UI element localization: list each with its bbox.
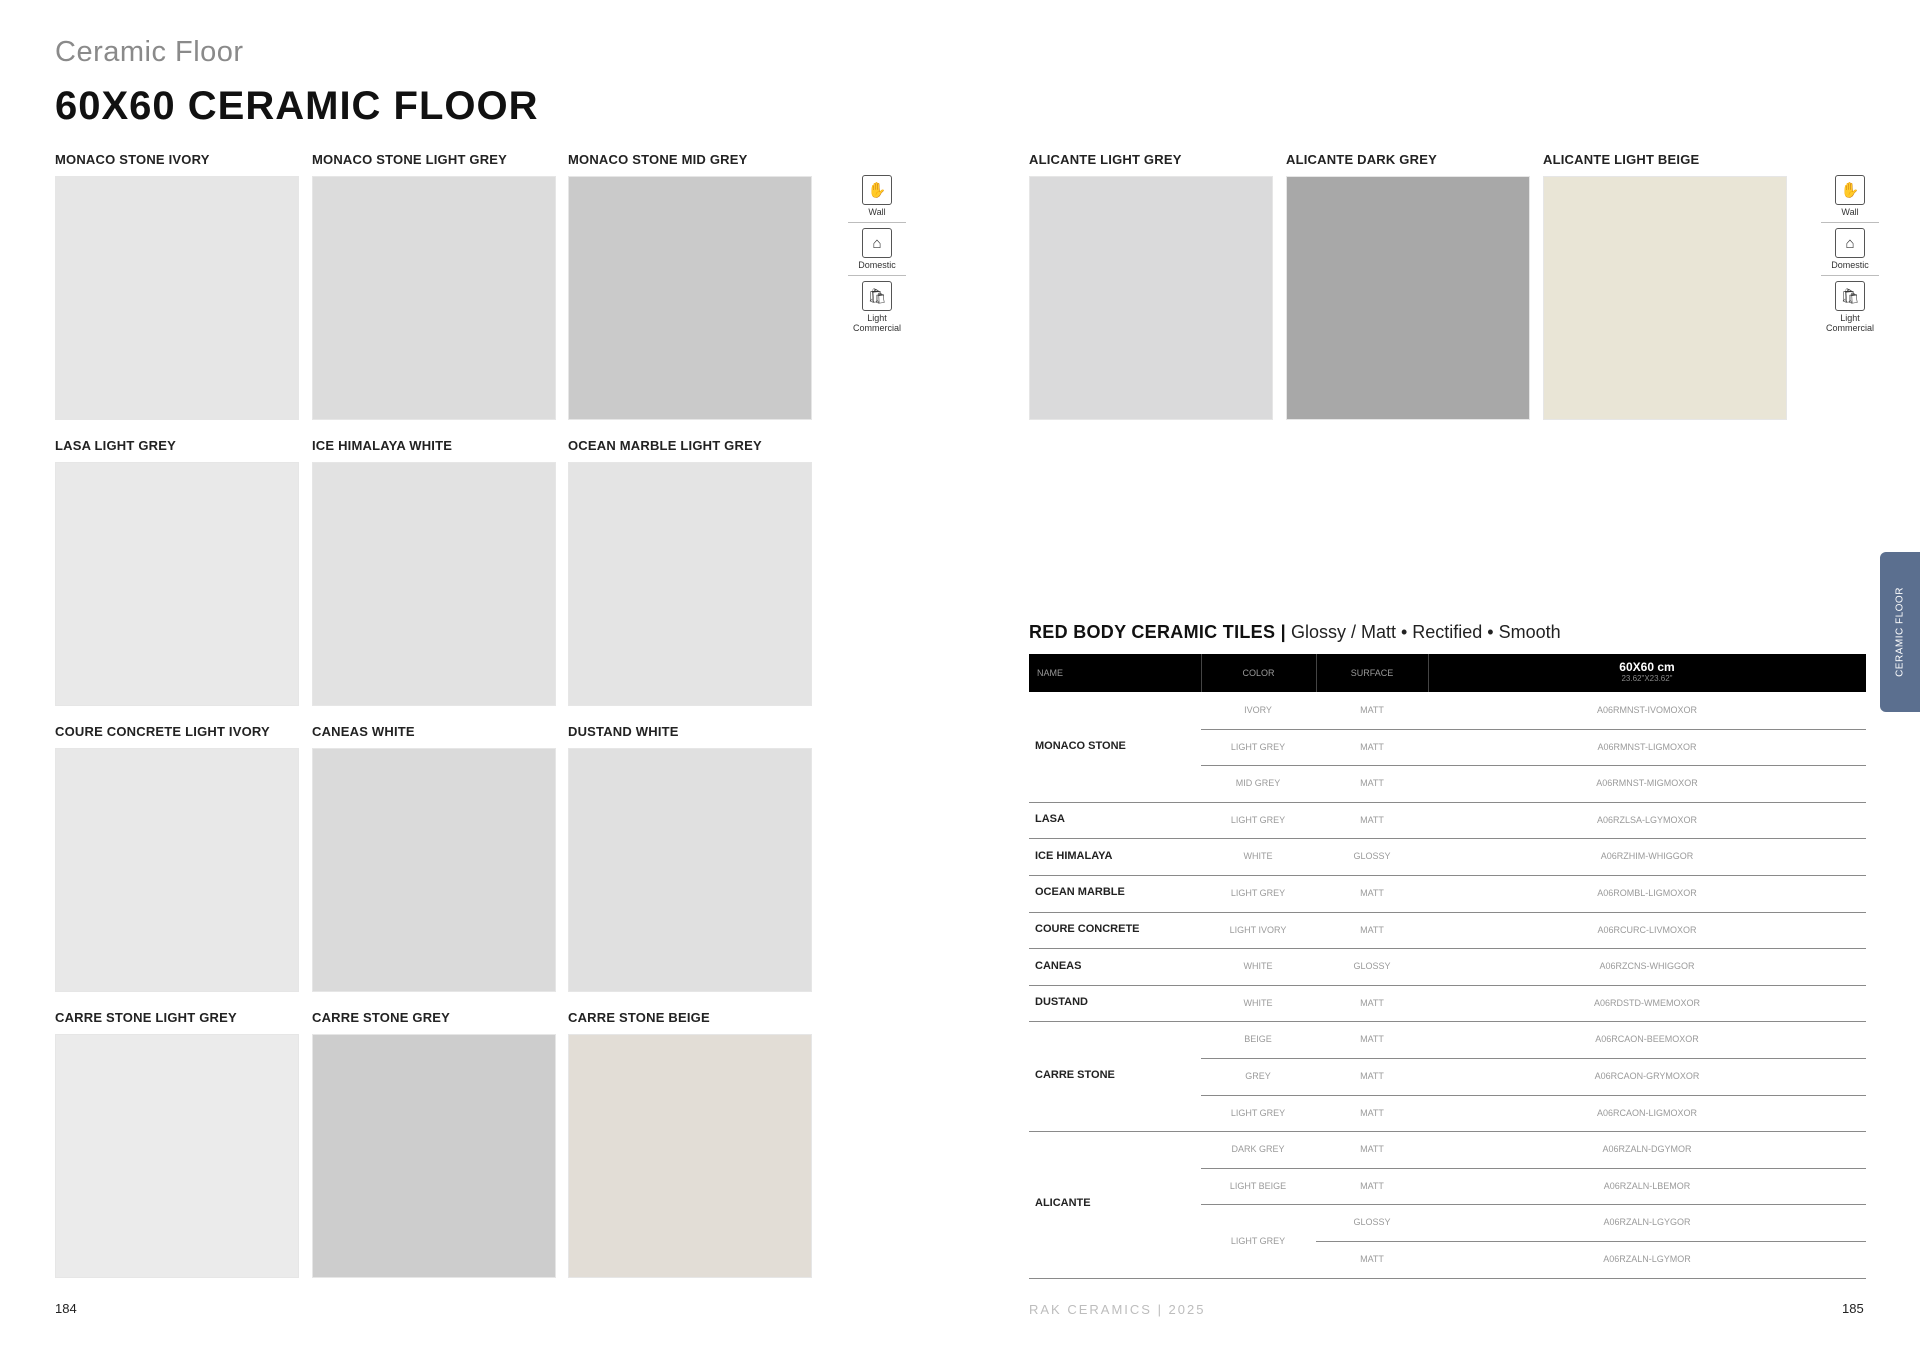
cell-surface: MATT xyxy=(1360,1254,1384,1264)
table-title-bold: RED BODY CERAMIC TILES | xyxy=(1029,622,1286,642)
cell-surface: GLOSSY xyxy=(1353,851,1391,862)
cell-name: ALICANTE xyxy=(1035,1197,1091,1210)
header-size-cm: 60X60 cm xyxy=(1619,660,1675,674)
tile-label: MONACO STONE MID GREY xyxy=(568,152,748,167)
cell-name: COURE CONCRETE xyxy=(1035,922,1140,935)
cell-code: A06RZALN-DGYMOR xyxy=(1602,1144,1692,1155)
cell-surface: GLOSSY xyxy=(1353,961,1391,972)
cell-surface: MATT xyxy=(1360,924,1384,935)
cell-name: CANEAS xyxy=(1035,959,1082,972)
cell-code: A06RMNST-LIGMOXOR xyxy=(1597,741,1697,752)
cell-surface: MATT xyxy=(1360,1071,1384,1081)
tile-label: ALICANTE LIGHT GREY xyxy=(1029,152,1182,167)
cell-color: LIGHT GREY xyxy=(1230,814,1286,825)
tile-swatch xyxy=(55,176,299,420)
side-tab-label: CERAMIC FLOOR xyxy=(1894,587,1906,677)
table-title xyxy=(1029,622,1561,643)
cell-surface: GLOSSY xyxy=(1353,1217,1391,1228)
header-color: COLOR xyxy=(1242,668,1275,678)
table-title-rest: Glossy / Matt • Rectified • Smooth xyxy=(1285,622,1561,642)
cell-code: A06RCAON-LIGMOXOR xyxy=(1596,1107,1698,1118)
cell-name: OCEAN MARBLE xyxy=(1035,886,1125,899)
tile-swatch xyxy=(312,748,556,992)
tile-swatch xyxy=(568,462,812,706)
cell-code: A06RZALN-LBEMOR xyxy=(1603,1180,1691,1191)
cell-code: A06RZALN-LGYGOR xyxy=(1603,1217,1691,1228)
cell-color: LIGHT GREY xyxy=(1230,741,1286,752)
tile-swatch xyxy=(312,462,556,706)
cell-code: A06RZHIM-WHIGGOR xyxy=(1600,851,1694,862)
tile-swatch xyxy=(55,748,299,992)
cell-surface: MATT xyxy=(1360,888,1384,898)
cell-color: MID GREY xyxy=(1235,778,1281,789)
header-surface: SURFACE xyxy=(1350,668,1394,678)
tile-swatch xyxy=(1286,176,1530,420)
cell-name: ICE HIMALAYA xyxy=(1035,849,1113,862)
cell-color: WHITE xyxy=(1243,851,1273,862)
hand-icon: ✋ xyxy=(862,175,892,205)
usage-label: Light Commercial xyxy=(852,313,901,333)
cell-color: GREY xyxy=(1245,1071,1271,1081)
usage-label: Light Commercial xyxy=(1825,313,1874,333)
cell-surface: MATT xyxy=(1360,1034,1384,1045)
cell-color: LIGHT IVORY xyxy=(1229,924,1287,935)
header-name: NAME xyxy=(1037,668,1064,678)
header-size-inch: 23.62"X23.62" xyxy=(1621,674,1673,683)
header-size xyxy=(1428,654,1866,692)
shopping-bag-icon: 🛍 xyxy=(862,281,892,311)
tile-swatch xyxy=(1029,176,1273,420)
tile-swatch xyxy=(1543,176,1787,420)
cell-color: BEIGE xyxy=(1244,1034,1272,1045)
side-section-tab[interactable] xyxy=(1880,552,1920,712)
tile-label: CARRE STONE BEIGE xyxy=(568,1010,710,1025)
cell-name: CARRE STONE xyxy=(1035,1069,1115,1082)
page-number-left: 184 xyxy=(55,1301,77,1316)
usage-label: Wall xyxy=(868,207,886,217)
hand-icon: ✋ xyxy=(1835,175,1865,205)
tile-swatch xyxy=(568,1034,812,1278)
usage-label: Wall xyxy=(1841,207,1859,217)
tile-label: CANEAS WHITE xyxy=(312,724,415,739)
cell-color: LIGHT GREY xyxy=(1230,1235,1286,1246)
usage-icons-right xyxy=(1818,175,1882,333)
tile-label: MONACO STONE LIGHT GREY xyxy=(312,152,508,167)
cell-code: A06RMNST-MIGMOXOR xyxy=(1596,778,1698,789)
tile-label: CARRE STONE GREY xyxy=(312,1010,451,1025)
cell-code: A06ROMBL-LIGMOXOR xyxy=(1597,888,1697,898)
cell-name: LASA xyxy=(1035,813,1065,826)
tile-label: MONACO STONE IVORY xyxy=(55,152,210,167)
tile-label: LASA LIGHT GREY xyxy=(55,438,176,453)
usage-label: Domestic xyxy=(858,260,896,270)
cell-code: A06RDSTD-WMEMOXOR xyxy=(1593,997,1700,1008)
tile-swatch xyxy=(568,748,812,992)
page-title: 60X60 CERAMIC FLOOR xyxy=(55,84,539,128)
cell-surface: MATT xyxy=(1360,1180,1384,1191)
tile-label: ALICANTE LIGHT BEIGE xyxy=(1543,152,1700,167)
cell-name: MONACO STONE xyxy=(1035,739,1126,752)
tile-label: OCEAN MARBLE LIGHT GREY xyxy=(568,438,762,453)
cell-surface: MATT xyxy=(1360,997,1384,1008)
cell-code: A06RCAON-BEEMOXOR xyxy=(1595,1034,1699,1045)
tile-label: ALICANTE DARK GREY xyxy=(1286,152,1437,167)
cell-color: DARK GREY xyxy=(1231,1144,1285,1155)
cell-name: DUSTAND xyxy=(1035,996,1088,1009)
house-icon: ⌂ xyxy=(1835,228,1865,258)
cell-surface: MATT xyxy=(1360,705,1384,715)
cell-surface: MATT xyxy=(1360,814,1384,825)
cell-surface: MATT xyxy=(1360,1144,1384,1155)
cell-code: A06RZLSA-LGYMOXOR xyxy=(1596,814,1698,825)
cell-surface: MATT xyxy=(1360,778,1384,789)
cell-code: A06RCAON-GRYMOXOR xyxy=(1594,1071,1700,1081)
cell-color: LIGHT GREY xyxy=(1230,888,1286,898)
shopping-bag-icon: 🛍 xyxy=(1835,281,1865,311)
cell-surface: MATT xyxy=(1360,1107,1384,1118)
cell-color: LIGHT GREY xyxy=(1230,1107,1286,1118)
tile-swatch xyxy=(55,462,299,706)
tile-swatch xyxy=(312,1034,556,1278)
tile-label: CARRE STONE LIGHT GREY xyxy=(55,1010,237,1025)
cell-surface: MATT xyxy=(1360,741,1384,752)
cell-code: A06RZALN-LGYMOR xyxy=(1603,1254,1691,1264)
table-header xyxy=(1029,654,1866,692)
cell-color: IVORY xyxy=(1244,705,1272,715)
usage-label: Domestic xyxy=(1831,260,1869,270)
cell-code: A06RCURC-LIVMOXOR xyxy=(1597,924,1697,935)
tile-label: COURE CONCRETE LIGHT IVORY xyxy=(55,724,270,739)
section-kicker: Ceramic Floor xyxy=(55,36,244,68)
cell-code: A06RMNST-IVOMOXOR xyxy=(1596,705,1697,715)
cell-code: A06RZCNS-WHIGGOR xyxy=(1599,961,1695,972)
tile-label: DUSTAND WHITE xyxy=(568,724,679,739)
footer-brand: RAK CERAMICS | 2025 xyxy=(1029,1302,1206,1317)
usage-icons-left xyxy=(845,175,909,333)
cell-color: LIGHT BEIGE xyxy=(1229,1180,1287,1191)
tile-label: ICE HIMALAYA WHITE xyxy=(312,438,453,453)
cell-color: WHITE xyxy=(1243,961,1273,972)
tile-swatch xyxy=(568,176,812,420)
tile-swatch xyxy=(55,1034,299,1278)
tile-swatch xyxy=(312,176,556,420)
page-number-right: 185 xyxy=(1842,1301,1864,1316)
house-icon: ⌂ xyxy=(862,228,892,258)
cell-color: WHITE xyxy=(1243,997,1273,1008)
